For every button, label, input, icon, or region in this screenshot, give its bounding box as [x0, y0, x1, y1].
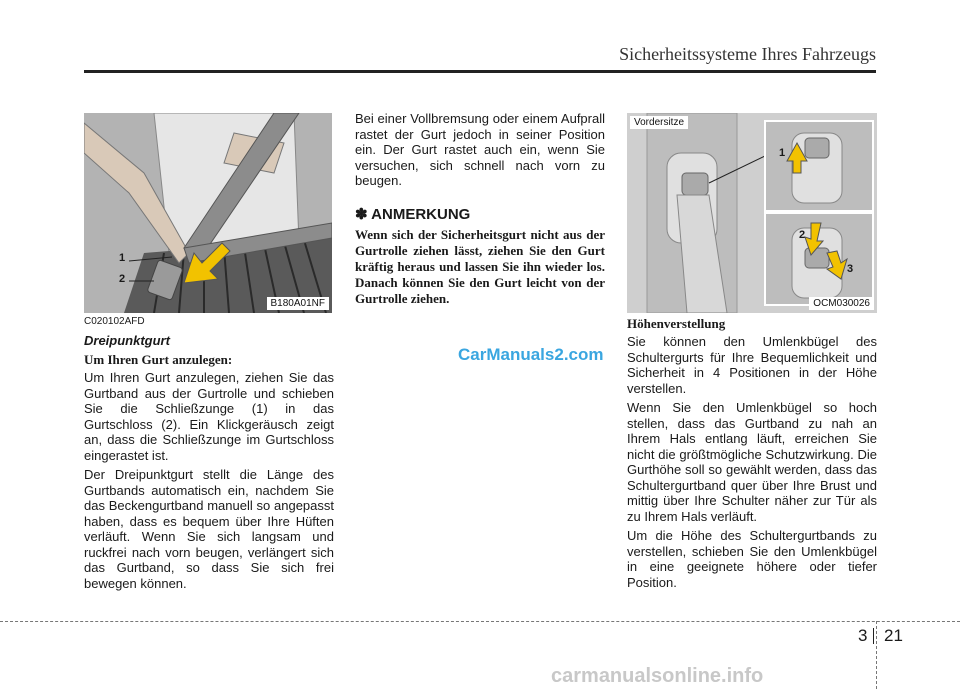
- callout-number: 2: [119, 273, 126, 285]
- callout-number: 3: [847, 263, 854, 275]
- height-adjuster-figure: [627, 113, 877, 313]
- left-column: [84, 316, 334, 595]
- footer-rule: [0, 621, 960, 622]
- middle-column: [355, 111, 605, 307]
- page-number: 21: [884, 626, 903, 645]
- bottom-watermark-link[interactable]: carmanualsonline.info: [551, 665, 764, 687]
- section-code: C020102AFD: [84, 316, 145, 327]
- footer-vline: [876, 621, 877, 689]
- section-title: Dreipunktgurt: [84, 333, 170, 348]
- paragraph: Wenn Sie den Umlenkbügel so hoch stellen, dass das Gurtband zu nah an Ihrem Hals entlang läuft, erreichen Sie nicht die größtmögliche Schutzwirkung. Die Gurthöhe soll so gewählt werden, dass das Schultergurtband quer über Ihre Brust und mittig über Ihre Schulter näher zur Tür als zu Ihrem Hals verläuft.: [627, 400, 877, 524]
- figure-code: OCM030026: [809, 297, 874, 310]
- page-separator: [873, 628, 874, 644]
- callout-number: 1: [119, 252, 126, 264]
- subheading: Um Ihren Gurt anzulegen:: [84, 352, 233, 367]
- height-adjuster-illustration: [627, 113, 877, 313]
- note-heading: ✽ ANMERKUNG: [355, 205, 471, 223]
- paragraph: Bei einer Vollbremsung oder einem Aufprall rastet der Gurt jedoch in seiner Position ein. Der Gurt rastet auch ein, wenn Sie versuchen, sich schnell nach vorn zu beugen.: [355, 111, 605, 188]
- chapter-number: 3: [858, 626, 868, 645]
- seatbelt-fastening-figure: [84, 113, 332, 313]
- figure-code: B180A01NF: [267, 297, 329, 310]
- watermark-link[interactable]: CarManuals2.com: [458, 345, 604, 364]
- note-text: Wenn sich der Sicherheitsgurt nicht aus der Gurtrolle ziehen lässt, ziehen Sie den Gurt kräftig heraus und lassen Sie ihn wieder los. Danach können Sie den Gurt leicht von der Gurtrolle ziehen.: [355, 226, 605, 306]
- right-column: [627, 316, 877, 594]
- subheading: Höhenverstellung: [627, 316, 726, 331]
- callout-number: 1: [779, 147, 786, 159]
- paragraph: Der Dreipunktgurt stellt die Länge des Gurtbands automatisch ein, nachdem Sie das Beckengurtband manuell so angepasst haben, dass es bequem über Ihre Hüften verläuft. Wenn Sie sich langsam und ruckfrei nach vorn beugen, verlängert sich das Gurtband, so dass Sie sich frei bewegen können.: [84, 467, 334, 591]
- callout-number: 2: [799, 229, 806, 241]
- paragraph: Sie können den Umlenkbügel des Schultergurts für Ihre Bequemlichkeit und Sicherheit in 4 Positionen in der Höhe verstellen.: [627, 334, 877, 396]
- paragraph: Um die Höhe des Schultergurtbands zu verstellen, schieben Sie den Umlenkbügel in eine geeignete höhere oder tiefer Position.: [627, 528, 877, 590]
- page-header-title: Sicherheitssysteme Ihres Fahrzeugs: [619, 44, 876, 64]
- header-rule: [84, 70, 876, 73]
- paragraph: Um Ihren Gurt anzulegen, ziehen Sie das Gurtband aus der Gurtrolle und schieben Sie die Schließzunge (1) in das Gurtschloss (2). Ein Klickgeräusch zeigt an, dass die Schließzunge im Gurtschloss eingerastet ist.: [84, 370, 334, 463]
- figure-label: Vordersitze: [630, 116, 688, 129]
